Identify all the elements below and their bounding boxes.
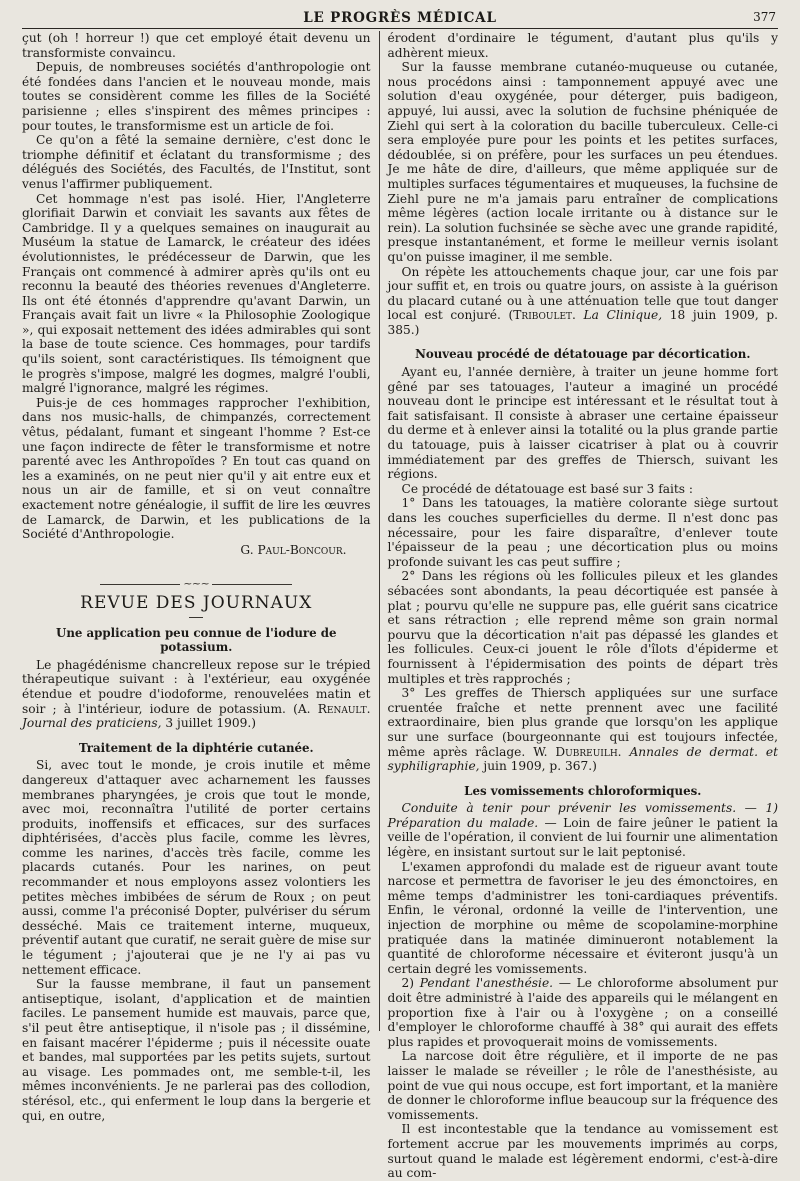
journal-title: LE PROGRÈS MÉDICAL xyxy=(303,10,497,26)
paragraph: Cet hommage n'est pas isolé. Hier, l'Angleterre glorifiait Darwin et conviait les savants aux fêtes de Cambridge. Il y a quelques semaines on inaugurait au Muséum la statue de Lamarck, le créateur des idées évolutionnistes, le prédécesseur de Darwin, que les Français ont commencé à admirer après qu'ils ont eu reconnu la beauté des théories revenues d'Angleterre. Ils ont été étonnés d'apprendre qu'avant Darwin, un Français avait fait un livre « la Philosophie Zoologique », qui exposait nettement des idées admirables qui sont la base de toute science. Ces hommages, pour tardifs qu'ils soient, sont caractéristiques. Ils témoignent que le progrès s'impose, malgré les dogmes, malgré l'oubli, malgré l'ignorance, malgré les régimes. xyxy=(22,191,371,396)
reference-date: 18 juin 1909, p. 385.) xyxy=(387,308,779,337)
paragraph: Ce qu'on a fêté la semaine dernière, c'est donc le triomphe définitif et éclatant du transformisme ; des délégués des Sociétés, des Facultés, de l'Institut, sont venus l'affirmer publiquement. xyxy=(22,133,371,191)
left-column xyxy=(22,31,379,1123)
paragraph: Il est incontestable que la tendance au vomissement est fortement accrue par les mouvements imprimés au corps, surtout quand le malade est légèrement endormi, c'est-à-dire au com- xyxy=(387,1122,778,1181)
reference-journal: La Clinique, xyxy=(583,308,663,323)
running-header xyxy=(22,6,778,29)
reference-date: juin 1909, p. 367.) xyxy=(483,759,597,774)
article-title: Traitement de la diphtérie cutanée. xyxy=(78,740,314,755)
paragraph: Depuis, de nombreuses sociétés d'anthropologie ont été fondées dans l'ancien et le nouveau monde, mais toutes se considèrent comme les filles de la Société parisienne ; elles s'inspirent des mêmes principes : pour toutes, le transformisme est un article de foi. xyxy=(22,60,371,133)
paragraph: L'examen approfondi du malade est de rigueur avant toute narcose et permettra de favoriser le jeu des émonctoires, en même temps d'administrer les toni-cardiaques préventifs. Enfin, le véronal, ordonné la veille de l'intervention, une injection de morphine ou même de scopolamine-morphine pratiquée dans la matinée diminueront notablement la quantité de chloroforme nécessaire et éviteront jusqu'à un certain degré les vomissements. xyxy=(387,859,778,976)
article-body xyxy=(22,658,371,731)
ornament-rule xyxy=(100,584,180,585)
paragraph xyxy=(388,686,778,774)
article-text: Le phagédénisme chancrelleux repose sur le trépied thérapeutique suivant : à l'extérieur, eau oxygénée étendue et poudre d'iodoforme, renouvelées matin et soir ; à l'intérieur, iodure de potassium. xyxy=(22,657,371,716)
ornament-rule xyxy=(212,584,292,585)
paragraph xyxy=(388,801,778,859)
article-text: On répète les attouchements chaque jour, car une fois par jour suffit et, en trois ou quatre jours, on assiste à la guérison du placard cutané ou à une atténuation telle que tout danger local est conjuré. xyxy=(387,264,778,323)
article-title: Une application peu connue de l'iodure de potassium. xyxy=(56,625,337,655)
paragraph: Ayant eu, l'année dernière, à traiter un jeune homme fort gêné par ses tatouages, l'auteur a imaginé un procédé nouveau dont le principe est intéressant et le résultat tout à fait satisfaisant. Il consiste à abraser une certaine épaisseur du derme et à enlever ainsi la totalité ou la plus grande partie du tatouage, puis à laisser cicatriser à plat ou à couvrir immédiatement par des greffes de Thiersch, suivant les régions. xyxy=(387,365,778,482)
paragraph: Si, avec tout le monde, je crois inutile et même dangereux d'attaquer avec acharnement les fausses membranes pharyngées, je crois que tout le monde, avec moi, reconnaîtra l'utilité de porter certains produits, inoffensifs et efficaces, sur des surfaces diphtérisées, d'accès plus facile, comme les lèvres, comme les narines, d'accès très facile, comme les placards cutanés. Pour les narines, on peut recommander et nous employons assez volontiers les petites mèches imbibées de sérum de Roux ; on peut aussi, comme l'a préconisé Dopter, pulvériser du sérum desséché. Mais ce traitement interne, muqueux, préventif autant que curatif, ne serait guère de mise sur le tégument ; j'ajouterai que je ne l'y ai pas vu nettement efficace. xyxy=(22,758,371,977)
article-text: — Le chloroforme absolument pur doit être administré à l'aide des appareils qui le mélangent en proportion fixe à l'air ou à l'oxygène ; on a conseillé d'employer le chloroforme chauffé à 38° qui aurait des effets plus rapides et provoquerait moins de vomissements. xyxy=(387,976,779,1049)
article-text: — Loin de faire jeûner le patient la veille de l'opération, il convient de lui fournir une alimentation légère, en insistant surtout sur le lait peptonisé. xyxy=(387,815,779,860)
two-column-body xyxy=(22,31,779,1181)
paragraph: 1° Dans les tatouages, la matière colorante siège surtout dans les couches superficielles du derme. Il n'est donc pas nécessaire, pour les faire disparaître, d'enlever toute l'épaisseur de la peau ; une décortication plus ou moins profonde suivant les cas peut suffire ; xyxy=(387,496,778,569)
paragraph: Sur la fausse membrane, il faut un pansement antiseptique, isolant, d'application et de maintien faciles. Le pansement humide est mauvais, parce que, s'il peut être antiseptique, il n'isole pas ; il dissémine, en faisant macérer l'épiderme ; puis il nécessite ouate et bandes, mal supportées par les petits sujets, surtout au visage. Les pommades ont, me semble-t-il, les mêmes inconvénients. Je ne parlerai pas des collodion, stérésol, etc., qui enferment le loup dans la bergerie et qui, en outre, xyxy=(22,977,371,1123)
paragraph: Puis-je de ces hommages rapprocher l'exhibition, dans nos music-halls, de chimpanzés, correctement vêtus, pédalant, fumant et singeant l'homme ? Est-ce une façon indirecte de fêter le transformisme et notre parenté avec les Anthropoïdes ? En tout cas quand on les a examinés, on ne peut nier qu'il y ait entre eux et nous un air de famille, et si on veut connaître exactement notre généalogie, il suffit de lire les œuvres de Lamarck, de Darwin, et les publications de la Société d'Anthropologie. xyxy=(22,395,371,542)
article-title: Nouveau procédé de détatouage par décortication. xyxy=(415,347,751,362)
reference-author: W. Dubreuilh. xyxy=(533,744,622,759)
paragraph xyxy=(388,265,778,338)
paragraph: érodent d'ordinaire le tégument, d'autant plus qu'ils y adhèrent mieux. xyxy=(387,31,778,60)
reference-journal: Annales de dermat. et syphiligraphie, xyxy=(387,744,778,774)
reference-journal: Journal des praticiens, xyxy=(22,716,162,731)
item-number: 2) xyxy=(401,976,415,991)
paragraph: Ce procédé de détatouage est basé sur 3 faits : xyxy=(401,481,694,496)
paragraph: çut (oh ! horreur !) que cet employé était devenu un transformiste convaincu. xyxy=(22,31,371,60)
subheading-italic: Pendant l'anesthésie. xyxy=(419,976,554,991)
ornament-flourish: ~~~ xyxy=(183,577,210,591)
section-title: REVUE DES JOURNAUX xyxy=(80,592,313,613)
paragraph: 2° Dans les régions où les follicules pileux et les glandes sébacées sont abondants, la peau décortiquée est pansée à plat ; pourvu qu'elle ne suppure pas, elle guérit sans cicatrice et sans rétraction ; elle reprend même son grain normal pourvu que la décortication n'ait pas dépassé les glandes et les follicules. Ceux-ci jouent le rôle d'îlots d'épiderme et fournissent à l'épidermisation des points de départ très multiples et très rapprochés ; xyxy=(387,569,778,686)
paragraph xyxy=(388,976,778,1049)
paragraph: Sur la fausse membrane cutanéo-muqueuse ou cutanée, nous procédons ainsi : tamponnement appuyé avec une solution d'eau oxygénée, pour déterger, puis badigeon, appuyé, lui aussi, avec la solution de fuchsine phéniquée de Ziehl qui sert à la coloration du bacille tuberculeux. Celle-ci sera employée pure pour les points et les petites surfaces, dédoublée, si on préfère, pour les surfaces un peu étendues. Je me hâte de dire, d'ailleurs, que même appliquée sur de multiples surfaces tégumentaires et muqueuses, la fuchsine de Ziehl pure ne m'a jamais paru entraîner de complications même légères (action locale irritante ou à distance sur le rein). La solution fuchsinée se sèche avec une grande rapidité, presque instantanément, et forme le meilleur vernis isolant qu'on puisse imaginer, il me semble. xyxy=(387,60,778,264)
section-divider xyxy=(189,617,203,618)
paragraph: La narcose doit être régulière, et il importe de ne pas laisser le malade se réveiller ; le rôle de l'anesthésiste, au point de vue qui nous occupe, est fort important, et la manière de donner le chloroforme influe beaucoup sur la fréquence des vomissements. xyxy=(387,1049,778,1122)
subheading-italic: Conduite à tenir pour prévenir les vomissements. — 1) Préparation du malade. xyxy=(387,801,778,830)
author-signature: G. Paul-Boncour. xyxy=(240,542,347,557)
reference-author: (Triboulet. xyxy=(508,308,576,323)
reference-author: (A. Renault. xyxy=(293,701,371,716)
page-number: 377 xyxy=(753,10,776,24)
section-ornament xyxy=(22,577,371,592)
article-text: 3° Les greffes de Thiersch appliquées sur une surface cruentée fraîche et nette prennent avec une facilité extraordinaire, bien plus grande que lorsqu'on les applique sur une surface (bourgeonnante qui est toujours infectée, même après râclage. xyxy=(387,686,778,759)
article-title: Les vomissements chloroformiques. xyxy=(464,783,702,798)
right-column xyxy=(380,31,779,1181)
reference-date: 3 juillet 1909.) xyxy=(165,716,257,731)
